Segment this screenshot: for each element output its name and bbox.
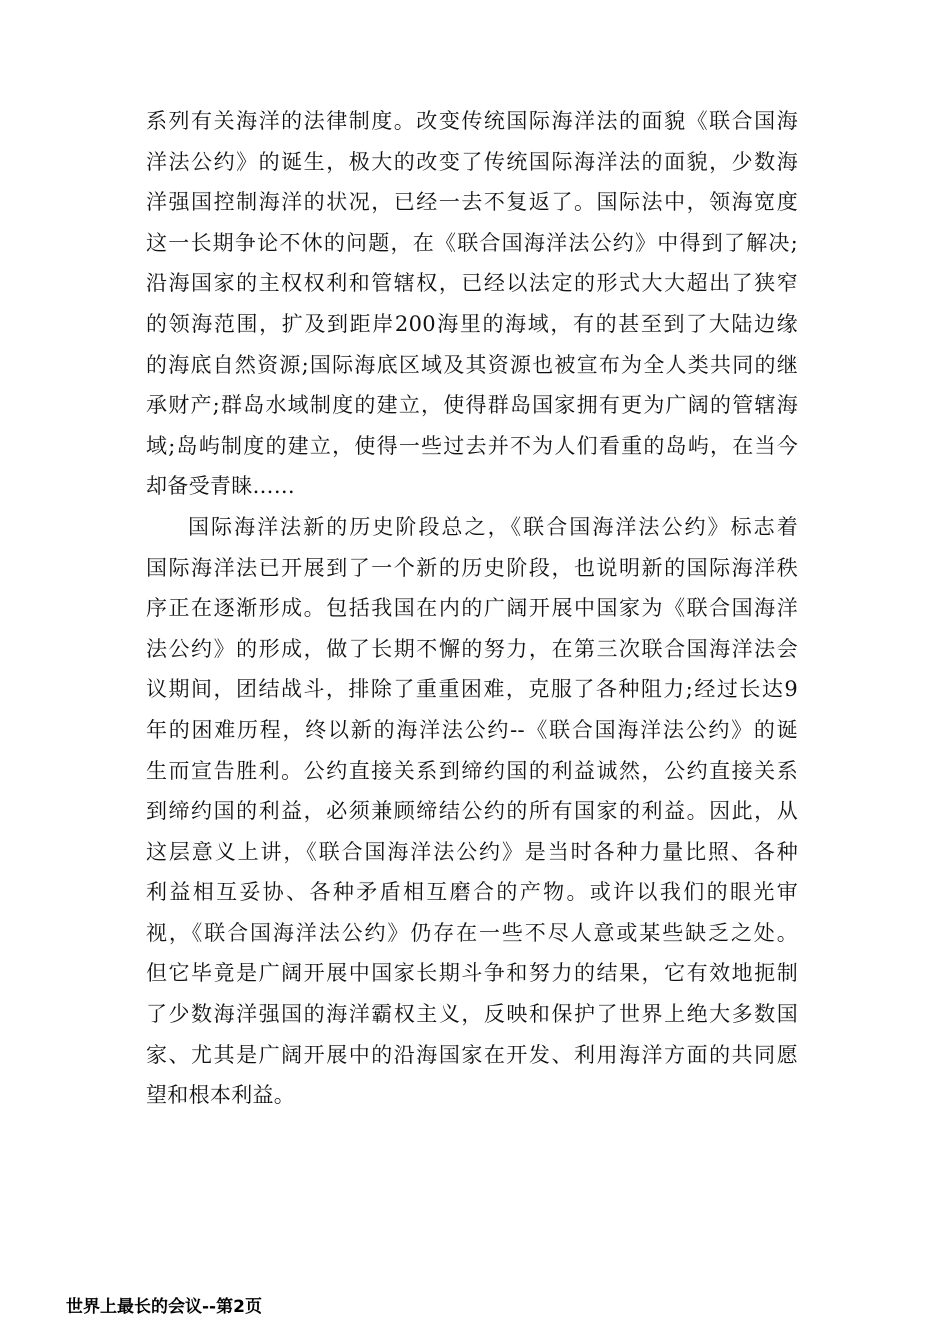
text-line: 家、尤其是广阔开展中的沿海国家在开发、利用海洋方面的共同愿: [146, 1042, 798, 1067]
text-line: 这层意义上讲，《联合国海洋法公约》是当时各种力量比照、各种: [146, 839, 798, 864]
text-line: 年的困难历程，终以新的海洋法公约--《联合国海洋法公约》的诞: [146, 717, 798, 742]
text-line: 但它毕竟是广阔开展中国家长期斗争和努力的结果，它有效地扼制: [146, 961, 798, 986]
text-line: 的海底自然资源;国际海底区域及其资源也被宣布为全人类共同的继: [146, 352, 798, 377]
text-line: 域;岛屿制度的建立，使得一些过去并不为人们看重的岛屿，在当今: [146, 433, 798, 458]
text-line: 国际海洋法新的历史阶段总之，《联合国海洋法公约》标志着: [188, 514, 798, 539]
paragraph-1: [146, 101, 798, 507]
text-line: 序正在逐渐形成。包括我国在内的广阔开展中国家为《联合国海洋: [146, 596, 798, 621]
text-line: 洋法公约》的诞生，极大的改变了传统国际海洋法的面貌，少数海: [146, 149, 798, 174]
text-line: 的领海范围，扩及到距岸200海里的海域，有的甚至到了大陆边缘: [146, 311, 798, 336]
text-line: 国际海洋法已开展到了一个新的历史阶段，也说明新的国际海洋秩: [146, 555, 798, 580]
text-line: 系列有关海洋的法律制度。改变传统国际海洋法的面貌《联合国海: [146, 109, 798, 133]
text-line: 却备受青睐……: [146, 474, 296, 499]
page-footer: 世界上最长的会议--第2页: [66, 1297, 262, 1317]
text-line: 沿海国家的主权权利和管辖权，已经以法定的形式大大超出了狭窄: [146, 271, 798, 296]
text-line: 洋强国控制海洋的状况，已经一去不复返了。国际法中，领海宽度: [146, 190, 798, 215]
text-line: 议期间，团结战斗，排除了重重困难，克服了各种阻力;经过长达9: [146, 677, 798, 702]
text-line: 视，《联合国海洋法公约》仍存在一些不尽人意或某些缺乏之处。: [146, 920, 798, 945]
text-line: 望和根本利益。: [146, 1083, 296, 1108]
text-line: 到缔约国的利益，必须兼顾缔结公约的所有国家的利益。因此，从: [146, 799, 798, 824]
text-line: 法公约》的形成，做了长期不懈的努力，在第三次联合国海洋法会: [146, 636, 798, 661]
text-line: 这一长期争论不休的问题，在《联合国海洋法公约》中得到了解决;: [146, 230, 798, 255]
text-line: 利益相互妥协、各种矛盾相互磨合的产物。或许以我们的眼光审: [146, 880, 798, 905]
text-line: 生而宣告胜利。公约直接关系到缔约国的利益诚然，公约直接关系: [146, 758, 798, 783]
paragraph-2: [146, 507, 798, 1116]
body-text: [146, 101, 798, 1116]
text-line: 承财产;群岛水域制度的建立，使得群岛国家拥有更为广阔的管辖海: [146, 393, 798, 418]
text-line: 了少数海洋强国的海洋霸权主义，反映和保护了世界上绝大多数国: [146, 1002, 798, 1027]
